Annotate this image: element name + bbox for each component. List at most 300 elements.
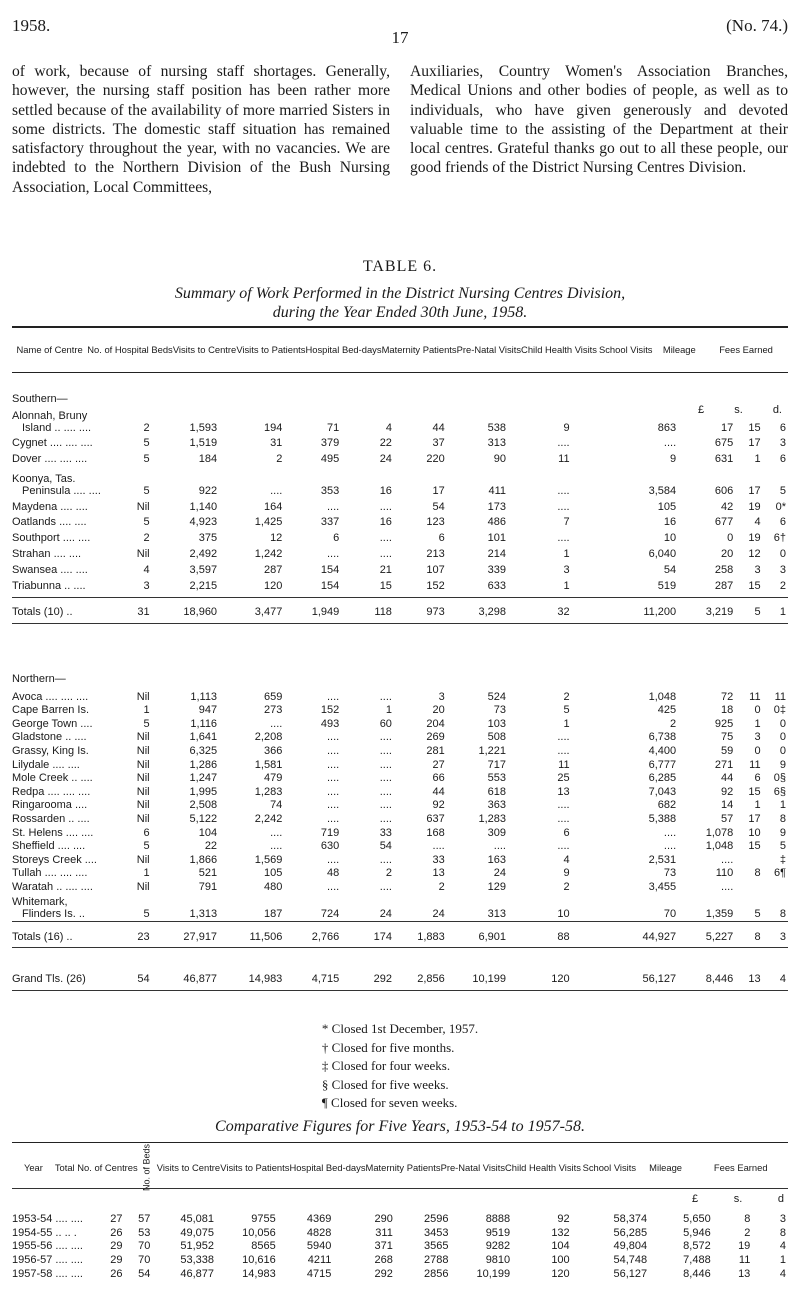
cell-vc: 1,866 [189, 853, 218, 866]
column-header: Mileage [662, 344, 696, 356]
southern-row [12, 465, 788, 497]
southern-table [12, 402, 788, 592]
cell-l: 8,446 [683, 1268, 711, 1281]
cell-hbd: 4369 [306, 1212, 332, 1225]
cell-s [737, 852, 762, 866]
cell-s: 15 [748, 785, 761, 798]
cell-ch: 633 [487, 579, 506, 592]
cell-vp: 2 [276, 453, 283, 466]
cell-vp: 10,056 [242, 1226, 276, 1239]
table6-label: TABLE 6. [362, 258, 438, 275]
cell-mil: 11,200 [643, 606, 677, 618]
column-header: Year [23, 1161, 43, 1173]
cell-l: 1,078 [705, 826, 734, 839]
cell-s: 10 [748, 826, 761, 839]
cell-s: 11 [749, 758, 761, 771]
cell-s: 12 [748, 547, 761, 560]
cell-vp: 2,242 [254, 812, 283, 825]
centre-name-line: Strahan .... .... [12, 547, 82, 560]
cell-beds: 2 [143, 532, 150, 545]
cell-vp: 194 [263, 421, 283, 434]
cell-sch: .... [557, 484, 570, 497]
fees-unit: s. [734, 404, 743, 416]
cell-ch: 9282 [485, 1240, 511, 1253]
cell-d: 0* [775, 500, 786, 513]
cell-vc: 521 [198, 867, 218, 880]
cell-vc: 2,508 [189, 799, 218, 812]
fees-units [698, 404, 782, 416]
northern-totals [12, 925, 788, 943]
cell-beds: 23 [137, 931, 150, 943]
cell-vp: 11,506 [249, 931, 283, 943]
northern-table [12, 689, 788, 920]
cell-d: 1 [779, 606, 786, 618]
northern-total-row [12, 925, 788, 943]
column-header: Child Health Visits [505, 1161, 581, 1173]
cell-pre: 152 [426, 579, 445, 592]
cell-mat: 268 [374, 1254, 393, 1267]
cell-vp: 1,283 [254, 785, 283, 798]
cell-vc: 947 [198, 704, 218, 717]
cell-beds: Nil [136, 731, 150, 744]
cell-mat: 21 [379, 563, 392, 576]
cell-s: 4 [754, 516, 761, 529]
cell-beds: Nil [136, 853, 150, 866]
northern-row [12, 839, 788, 853]
cell-mat: .... [379, 772, 392, 785]
cell-sch: 10 [557, 908, 570, 921]
cell-mil: 1,048 [648, 690, 677, 703]
cell-vp: 480 [263, 880, 283, 893]
cell-pre: 17 [432, 484, 445, 497]
cell-mil: 49,804 [613, 1240, 648, 1253]
footnote: ‡ Closed for four weeks. [321, 1058, 451, 1073]
column-header: Pre-Natal Visits [440, 1161, 506, 1173]
cell-d: 9 [779, 826, 786, 839]
column-header: No. of Beds [141, 1144, 152, 1192]
cell-beds: 70 [138, 1254, 151, 1267]
footnote: § Closed for five weeks. [321, 1076, 449, 1092]
cell-beds: Nil [136, 744, 150, 757]
cell-ch: 214 [487, 547, 506, 560]
cell-vp: 287 [263, 563, 283, 576]
cell-mil: 2 [670, 717, 677, 730]
intro-left-column: of work, because of nursing staff shortages. Generally, however, the nursing staff position has been rather more settled because of the availability of more married Sisters in some districts. The domestic staff situation has remained satisfactory throughout the year, with no vacancies. We are indebted to the Northern Division of the Bush Nursing Association, Local Committees, [12, 63, 390, 196]
cell-mat: .... [379, 744, 392, 757]
cell-d: 6 [779, 516, 786, 529]
centre-name-line: Grassy, King Is. [12, 744, 89, 757]
centre-name [12, 528, 111, 544]
cell-pre: 13 [432, 867, 445, 880]
cell-l: 72 [721, 690, 734, 703]
cell-pre: 973 [426, 606, 445, 618]
cell-d: ‡ [779, 853, 786, 866]
cell-mil: .... [663, 437, 677, 450]
cell-l: 1,359 [705, 908, 734, 921]
table6-subtitle-line2: during the Year Ended 30th June, 1958. [272, 304, 528, 321]
cell-centres: 26 [110, 1226, 123, 1239]
cell-mil: 73 [663, 867, 677, 880]
centre-name [12, 576, 111, 592]
cell-vc: 2,492 [189, 547, 218, 560]
centre-name-line: Southport .... .... [12, 532, 91, 545]
comparative-table [12, 1212, 788, 1281]
cell-d: 6† [773, 532, 786, 545]
centre-name-line: Island .. .... .... [22, 421, 92, 434]
cell-hbd: 48 [326, 867, 340, 880]
cell-vp: 1,242 [254, 547, 283, 560]
cell-pre: .... [432, 840, 445, 853]
cell-vp: .... [270, 717, 283, 730]
cell-mat: .... [379, 758, 392, 771]
centre-name [12, 497, 111, 513]
cell-sch: 120 [551, 1268, 570, 1281]
cell-beds: 4 [143, 563, 150, 576]
cell-d: 3 [779, 437, 786, 450]
cell-vc: 1,995 [189, 785, 218, 798]
cell-mat: .... [379, 731, 392, 744]
southern-total-rule-top [12, 597, 788, 598]
cell-beds: 54 [138, 1268, 151, 1281]
cell-l: 18 [721, 704, 734, 717]
cell-mat: 371 [374, 1240, 393, 1253]
cell-d: 3 [779, 1212, 786, 1225]
cell-mat: 24 [379, 908, 392, 921]
cell-mat: 118 [374, 606, 392, 618]
cell-centres: 29 [110, 1240, 123, 1253]
cell-mat: 290 [374, 1212, 393, 1225]
cell-centres: 27 [110, 1212, 123, 1225]
southern-row [12, 434, 788, 450]
centre-name-line: Oatlands .... .... [12, 516, 87, 529]
cell-ch: 486 [487, 516, 506, 529]
cell-pre: 2,856 [417, 973, 445, 985]
cell-ch: 363 [487, 799, 506, 812]
cell-hbd: 379 [320, 437, 340, 450]
cell-pre: 2856 [424, 1268, 449, 1281]
cell-ch: 8888 [485, 1212, 511, 1225]
comparative-header-rule [12, 1188, 788, 1189]
cell-pre: 269 [426, 731, 445, 744]
cell-vp: 1,425 [254, 516, 283, 529]
centre-name-line: Avoca .... .... .... [12, 690, 89, 703]
cell-hbd: 353 [320, 484, 340, 497]
cell-ch: 10,199 [476, 1268, 511, 1281]
cell-l: 42 [721, 500, 734, 513]
cell-ch: 508 [487, 731, 506, 744]
northern-row [12, 825, 788, 839]
cell-d: 2 [779, 579, 786, 592]
cell-vp: 105 [263, 867, 283, 880]
cell-sch: .... [557, 731, 570, 744]
cell-ch: 90 [493, 453, 506, 466]
cell-s: 3 [754, 731, 761, 744]
cell-mil: 519 [657, 579, 677, 592]
northern-row [12, 771, 788, 785]
cell-vc: 184 [198, 453, 218, 466]
cell-pre: 20 [432, 704, 445, 717]
column-header: Mileage [649, 1161, 683, 1173]
intro-text [12, 62, 788, 197]
cell-ch: 538 [487, 421, 506, 434]
cell-sch: 120 [551, 973, 570, 985]
cell-beds: 57 [138, 1212, 151, 1225]
cell-mat: .... [379, 799, 392, 812]
cell-mil: 4,400 [648, 744, 677, 757]
centre-name [12, 465, 111, 497]
column-header: Child Health Visits [521, 344, 597, 356]
cell-mat: 2 [385, 867, 392, 880]
cell-mat: 16 [379, 516, 392, 529]
centre-name-line: Dover .... .... .... [12, 453, 88, 466]
cell-s [737, 879, 762, 893]
cell-vc: 1,593 [189, 421, 218, 434]
cell-ch: 1,221 [478, 744, 506, 757]
cell-vp: 164 [263, 500, 283, 513]
cell-pre: 204 [426, 717, 445, 730]
grand-total-row [12, 967, 788, 985]
northern-row [12, 798, 788, 812]
cell-mil: 5,388 [648, 812, 677, 825]
centre-name-line: Rossarden .. .... [12, 812, 90, 825]
cell-vc: 1,286 [189, 758, 218, 771]
cell-ch: 24 [493, 867, 506, 880]
cell-l: 5,650 [683, 1212, 711, 1225]
southern-row [12, 576, 788, 592]
cell-mil: 10 [663, 532, 677, 545]
centre-name [12, 434, 111, 450]
cell-hbd: .... [327, 758, 340, 771]
cell-ch: 618 [487, 785, 506, 798]
cell-sch: 13 [557, 785, 570, 798]
cell-beds: Nil [136, 547, 150, 560]
cell-centres: 26 [110, 1268, 123, 1281]
cell-l: .... [721, 880, 734, 893]
comparative-header [12, 1144, 788, 1191]
cell-l: 675 [714, 437, 734, 450]
cell-d: 8 [779, 908, 786, 921]
cell-sch: 6 [563, 826, 570, 839]
cell-mat: .... [379, 690, 392, 703]
cell-d: 0 [779, 547, 786, 560]
cell-hbd: .... [327, 812, 340, 825]
cell-beds: 3 [143, 579, 150, 592]
cell-sch: 100 [551, 1254, 570, 1267]
centre-name [12, 757, 111, 771]
centre-name [12, 544, 111, 560]
cell-ch: 173 [487, 500, 506, 513]
northern-label: Northern— [12, 673, 66, 685]
centre-name [12, 784, 111, 798]
cell-beds: 5 [143, 437, 150, 450]
cell-beds: 54 [137, 973, 150, 985]
cell-pre: 2596 [424, 1212, 449, 1225]
column-header: School Visits [598, 344, 653, 356]
cell-s: 17 [748, 484, 761, 497]
cell-vc: 791 [198, 880, 218, 893]
cell-pre: 220 [426, 453, 445, 466]
cell-pre: 44 [432, 785, 445, 798]
comparative-title: Comparative Figures for Five Years, 1953-54 to 1957-58. [215, 1118, 585, 1135]
column-header: Visits to Centre [156, 1161, 221, 1173]
fees-unit: £ [692, 1193, 699, 1205]
cell-sch: 2 [563, 690, 570, 703]
year-cell: 1957-58 .... .... [12, 1268, 83, 1281]
cell-mat: 292 [374, 1268, 393, 1281]
cell-mat: 16 [379, 484, 392, 497]
cell-hbd: .... [327, 547, 340, 560]
northern-row [12, 716, 788, 730]
cell-mat: .... [379, 812, 392, 825]
cell-d: 9 [779, 758, 786, 771]
cell-hbd: 2,766 [311, 931, 340, 943]
centre-name [12, 703, 111, 717]
southern-totals [12, 600, 788, 618]
centre-name-line: Alonnah, Bruny [12, 409, 88, 422]
cell-mat: 15 [379, 579, 392, 592]
cell-beds: Nil [136, 500, 150, 513]
year-cell: 1954-55 .. .. . [12, 1226, 77, 1239]
page-number: 17 [391, 28, 409, 47]
southern-total-row [12, 600, 788, 618]
footnote: ¶ Closed for seven weeks. [321, 1095, 458, 1110]
cell-beds: Nil [136, 758, 150, 771]
centre-name-line: Tullah .... .... .... [12, 867, 88, 880]
cell-sch: 9 [563, 421, 570, 434]
cell-l: 631 [714, 453, 734, 466]
cell-beds: 5 [143, 516, 150, 529]
cell-vc: 1,140 [189, 500, 218, 513]
cell-l: 110 [715, 867, 734, 880]
cell-pre: 54 [432, 500, 445, 513]
cell-d: 8 [779, 812, 786, 825]
cell-hbd: 154 [320, 579, 340, 592]
cell-ch: 313 [487, 437, 506, 450]
cell-beds: 6 [143, 826, 150, 839]
cell-s: 5 [754, 606, 761, 618]
cell-mil: .... [663, 840, 677, 853]
cell-mil: 425 [657, 704, 677, 717]
cell-vp: 31 [270, 437, 283, 450]
cell-mil: 6,738 [648, 731, 677, 744]
cell-d: 5 [779, 484, 786, 497]
centre-name-line: Redpa .... .... .... [12, 785, 91, 798]
cell-l: 925 [714, 717, 734, 730]
northern-row [12, 703, 788, 717]
cell-pre: 3453 [424, 1226, 449, 1239]
cell-vp: 120 [263, 579, 283, 592]
cell-d: 6 [779, 421, 786, 434]
cell-pre: 37 [432, 437, 445, 450]
cell-hbd: 4828 [306, 1226, 332, 1239]
cell-vc: 3,597 [189, 563, 218, 576]
cell-vp: 1,581 [254, 758, 283, 771]
cell-d: 6§ [773, 785, 786, 798]
cell-sch: .... [557, 812, 570, 825]
cell-s: 15 [748, 579, 761, 592]
cell-hbd: .... [327, 500, 340, 513]
column-header: Fees Earned [719, 344, 773, 356]
cell-hbd: 337 [320, 516, 340, 529]
cell-s: 19 [738, 1240, 751, 1253]
cell-mil: 3,455 [648, 880, 677, 893]
cell-pre: 66 [432, 772, 445, 785]
centre-name-line: Ringarooma .... [12, 799, 88, 812]
cell-mil: 54 [663, 563, 677, 576]
cell-vp: 3,477 [254, 606, 283, 618]
comparative-row [12, 1212, 788, 1226]
grand-totals [12, 967, 788, 985]
fees-unit: d. [772, 404, 782, 416]
cell-l: 57 [721, 812, 734, 825]
cell-sch: 132 [551, 1226, 570, 1239]
column-header: Maternity Patients [381, 344, 457, 356]
cell-ch: 309 [487, 826, 506, 839]
centre-name [12, 716, 111, 730]
cell-vp: 659 [263, 690, 283, 703]
northern-row [12, 879, 788, 893]
cell-s: 6 [754, 772, 761, 785]
cell-s: 13 [738, 1268, 751, 1281]
centre-name-line: Swansea .... .... [12, 563, 88, 576]
centre-name [12, 852, 111, 866]
cell-vp: 74 [270, 799, 283, 812]
cell-vc: 5,122 [189, 812, 218, 825]
centre-name [12, 600, 111, 618]
cell-mil: 6,777 [648, 758, 677, 771]
cell-sch: .... [557, 840, 570, 853]
cell-l: 287 [714, 579, 734, 592]
cell-hbd: .... [327, 799, 340, 812]
northern-row [12, 866, 788, 880]
centre-name-line: Gladstone .. .... [12, 731, 87, 744]
cell-l: 1,048 [705, 840, 734, 853]
northern-row [12, 811, 788, 825]
cell-hbd: .... [327, 785, 340, 798]
cell-vc: 1,313 [189, 908, 218, 921]
cell-l: 677 [714, 516, 734, 529]
cell-hbd: 152 [320, 704, 340, 717]
cell-d: 4 [779, 1240, 786, 1253]
cell-beds: 53 [138, 1226, 151, 1239]
centre-name [12, 449, 111, 465]
cell-vp: 9755 [251, 1212, 276, 1225]
cell-beds: Nil [136, 785, 150, 798]
cell-beds: 5 [143, 840, 150, 853]
cell-vc: 375 [198, 532, 218, 545]
centre-name-line: Peninsula .... .... [22, 484, 101, 497]
cell-s: 8 [754, 867, 761, 880]
cell-s: 1 [754, 453, 761, 466]
cell-sch: 104 [551, 1240, 570, 1253]
cell-beds: 70 [138, 1240, 151, 1253]
year-cell: 1956-57 .... .... [12, 1254, 83, 1267]
cell-hbd: .... [327, 731, 340, 744]
northern-total-rule-bottom [12, 947, 788, 948]
cell-sch: .... [557, 744, 570, 757]
cell-ch: 553 [487, 772, 506, 785]
comparative-fees-units [692, 1193, 784, 1205]
fees-unit: s. [733, 1193, 743, 1205]
cell-ch: 163 [487, 853, 506, 866]
cell-hbd: 5940 [306, 1240, 332, 1253]
cell-pre: 281 [426, 744, 445, 757]
cell-s: 17 [748, 437, 761, 450]
cell-d: 6 [779, 453, 786, 466]
cell-ch: 524 [487, 690, 506, 703]
cell-l: 5,227 [705, 931, 734, 943]
centre-name [12, 925, 111, 943]
